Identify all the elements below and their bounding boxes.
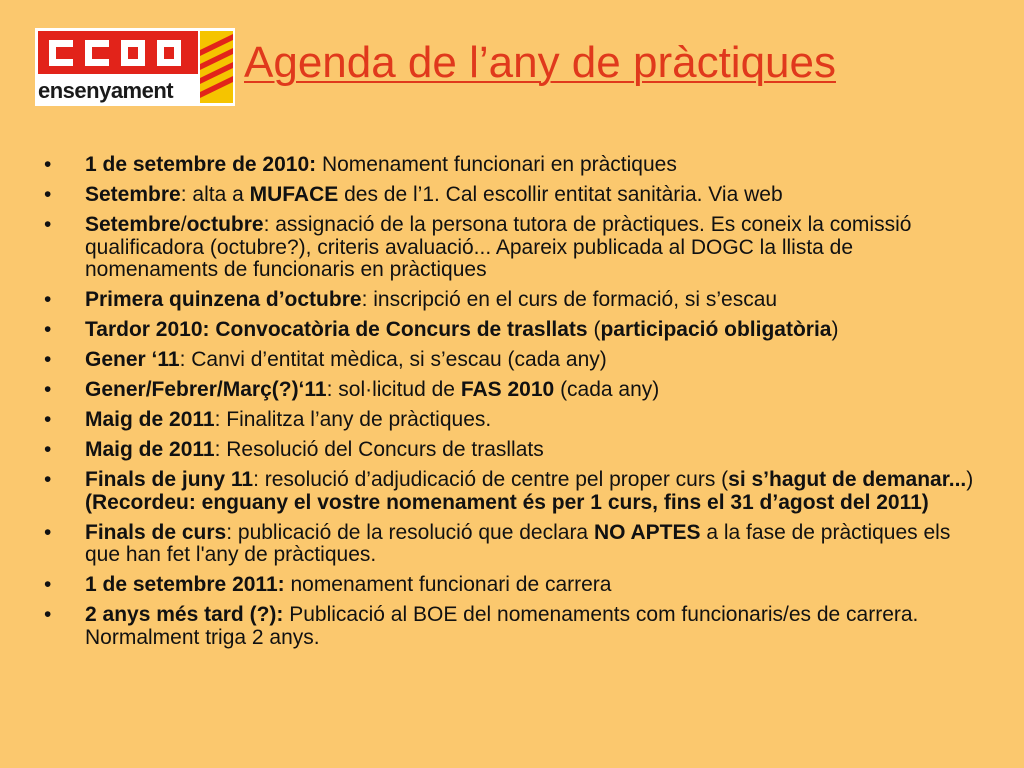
agenda-item-text: ): [831, 318, 839, 341]
agenda-item-bold-text: Gener ‘11: [85, 348, 180, 371]
agenda-item-bold-text: Tardor 2010: Convocatòria de Concurs de trasllats: [85, 318, 588, 341]
bullet-icon: •: [44, 603, 52, 626]
bullet-icon: •: [44, 378, 52, 401]
agenda-item: [44, 574, 984, 597]
agenda-item-bold-text: NO APTES: [593, 520, 701, 544]
bullet-icon: •: [44, 573, 52, 596]
bullet-icon: •: [44, 318, 52, 341]
bullet-icon: •: [44, 520, 52, 544]
agenda-item-bold-text: Setembre: [85, 183, 181, 206]
agenda-item-text: des de l’1. Cal escollir entitat sanitària. Via web: [338, 183, 783, 206]
agenda-item-text: (: [587, 318, 601, 341]
agenda-item-text: : assignació de la persona tutora de pràctiques. Es coneix la comissió qualificadora (octubre?), criteris avaluació... Apareix publicada al DOGC la llista de nomenaments de funcionaris en pràctiques: [85, 213, 912, 281]
agenda-item: [44, 409, 984, 432]
agenda-item-text: /: [180, 213, 187, 236]
agenda-item-bold-text: Primera quinzena d’octubre: [85, 288, 362, 311]
agenda-item-text: : Canvi d’entitat mèdica, si s’escau (cada any): [179, 348, 607, 371]
page-title: Agenda de l’any de pràctiques: [244, 38, 836, 87]
agenda-item-text: Nomenament funcionari en pràctiques: [316, 153, 677, 176]
agenda-item-bold-text: Setembre: [85, 213, 181, 236]
ccoo-ensenyament-logo: [35, 28, 235, 106]
agenda-item: [44, 379, 984, 402]
agenda-item: [44, 469, 984, 514]
agenda-item-text: : Finalitza l’any de pràctiques.: [214, 408, 492, 431]
agenda-item: [44, 154, 984, 177]
bullet-icon: •: [44, 438, 52, 461]
agenda-item-bold-text: si s’hagut de demanar...: [728, 468, 967, 491]
agenda-item: [44, 349, 984, 372]
agenda-item: [44, 319, 984, 342]
agenda-list: [44, 154, 984, 657]
agenda-item-text: a la fase de pràctiques els que han fet l'any de pràctiques.: [85, 520, 951, 566]
agenda-item: [44, 289, 984, 312]
agenda-item: [44, 522, 984, 567]
agenda-item-text: nomenament funcionari de carrera: [284, 573, 612, 596]
bullet-icon: •: [44, 288, 52, 311]
bullet-icon: •: [44, 213, 52, 236]
agenda-item: [44, 604, 984, 649]
agenda-item-text: : resolució d’adjudicació de centre pel proper curs (: [253, 468, 729, 491]
bullet-icon: •: [44, 468, 52, 491]
agenda-item-text: Publicació al BOE del nomenaments com funcionaris/es de carrera. Normalment triga 2 anys.: [85, 603, 919, 649]
agenda-item-bold-text: 1 de setembre 2011:: [85, 573, 285, 596]
agenda-item-bold-text: FAS 2010: [460, 378, 555, 401]
logo-subtitle: ensenyament: [38, 78, 174, 103]
agenda-item-bold-text: participació obligatòria: [600, 318, 832, 341]
agenda-item-bold-text: (Recordeu: enguany el vostre nomenament és per 1 curs, fins el 31 d’agost del 2011): [85, 490, 929, 514]
agenda-item-bold-text: 1 de setembre de 2010:: [85, 153, 317, 176]
bullet-icon: •: [44, 153, 52, 176]
agenda-item-bold-text: Gener/Febrer/Març(?)‘11: [85, 378, 327, 401]
agenda-item-text: ): [966, 468, 974, 491]
bullet-icon: •: [44, 183, 52, 206]
bullet-icon: •: [44, 408, 52, 431]
agenda-item-bold-text: Finals de juny 11: [85, 468, 254, 491]
agenda-item-bold-text: Finals de curs: [85, 520, 227, 544]
agenda-item-text: (cada any): [554, 378, 660, 401]
bullet-icon: •: [44, 348, 52, 371]
agenda-item-text: : publicació de la resolució que declara: [226, 520, 594, 544]
agenda-item-bold-text: MUFACE: [249, 183, 339, 206]
agenda-item-bold-text: octubre: [186, 213, 264, 236]
agenda-item: [44, 214, 984, 282]
agenda-item-text: : Resolució del Concurs de trasllats: [214, 438, 544, 461]
agenda-item-text: : alta a: [180, 183, 250, 206]
agenda-item-bold-text: Maig de 2011: [85, 438, 215, 461]
agenda-item: [44, 439, 984, 462]
agenda-item-bold-text: Maig de 2011: [85, 408, 215, 431]
agenda-item-bold-text: 2 anys més tard (?):: [85, 603, 284, 626]
agenda-item-text: : inscripció en el curs de formació, si s’escau: [361, 288, 778, 311]
agenda-item-text: : sol·licitud de: [326, 378, 461, 401]
agenda-item: [44, 184, 984, 207]
